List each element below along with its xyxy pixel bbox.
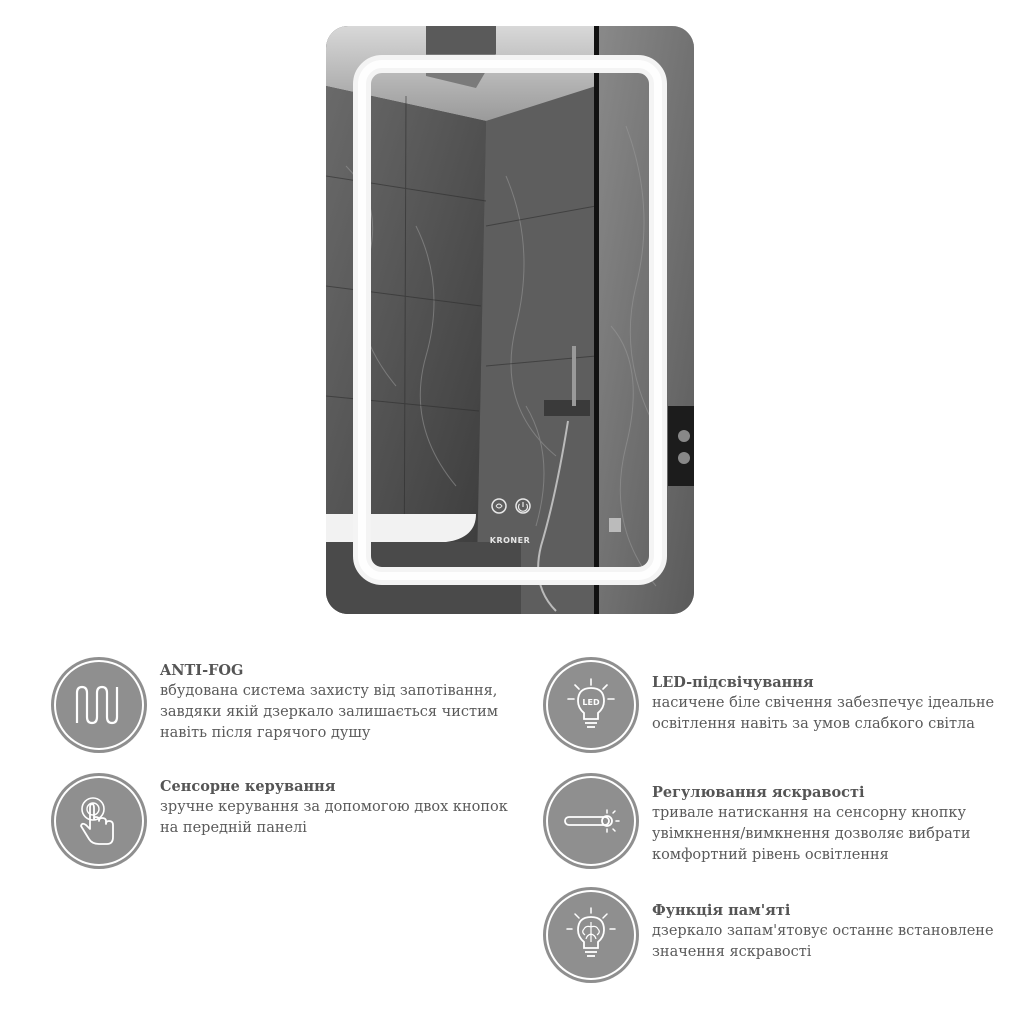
brain-bulb-icon bbox=[546, 890, 636, 980]
led-bulb-icon bbox=[546, 660, 636, 750]
feature-description: вбудована система захисту від запотівання, завдяки якій дзеркало залишається чистим навіть після гарячого душу bbox=[160, 683, 499, 741]
feature-title: Функція пам'яті bbox=[652, 902, 791, 919]
feature-description: насичене біле свічення забезпечує ідеальне освітлення навіть за умов слабкого світла bbox=[652, 695, 995, 732]
brand-logo-text: KRONER bbox=[489, 536, 531, 545]
feature-description: дзеркало запам'ятовує останнє встановлене значення яскравості bbox=[652, 923, 994, 960]
feature-title: LED-підсвічування bbox=[652, 674, 814, 691]
feature-title: ANTI-FOG bbox=[160, 662, 244, 679]
feature-title: Регулювання яскравості bbox=[652, 784, 865, 801]
brightness-slider-icon bbox=[546, 776, 636, 866]
feature-description: зручне керування за допомогою двох кнопок на передній панелі bbox=[160, 799, 508, 836]
feature-description: тривале натискання на сенсорну кнопку увімкнення/вимкнення дозволяє вибрати комфортний рівень освітлення bbox=[652, 805, 971, 863]
feature-title: Сенсорне керування bbox=[160, 778, 336, 795]
mirror-product-image bbox=[326, 26, 694, 614]
heating-wave-icon bbox=[54, 660, 144, 750]
touch-hand-icon bbox=[54, 776, 144, 866]
svg-text:LED: LED bbox=[582, 698, 600, 707]
bathroom-reflection-illustration bbox=[326, 26, 694, 614]
